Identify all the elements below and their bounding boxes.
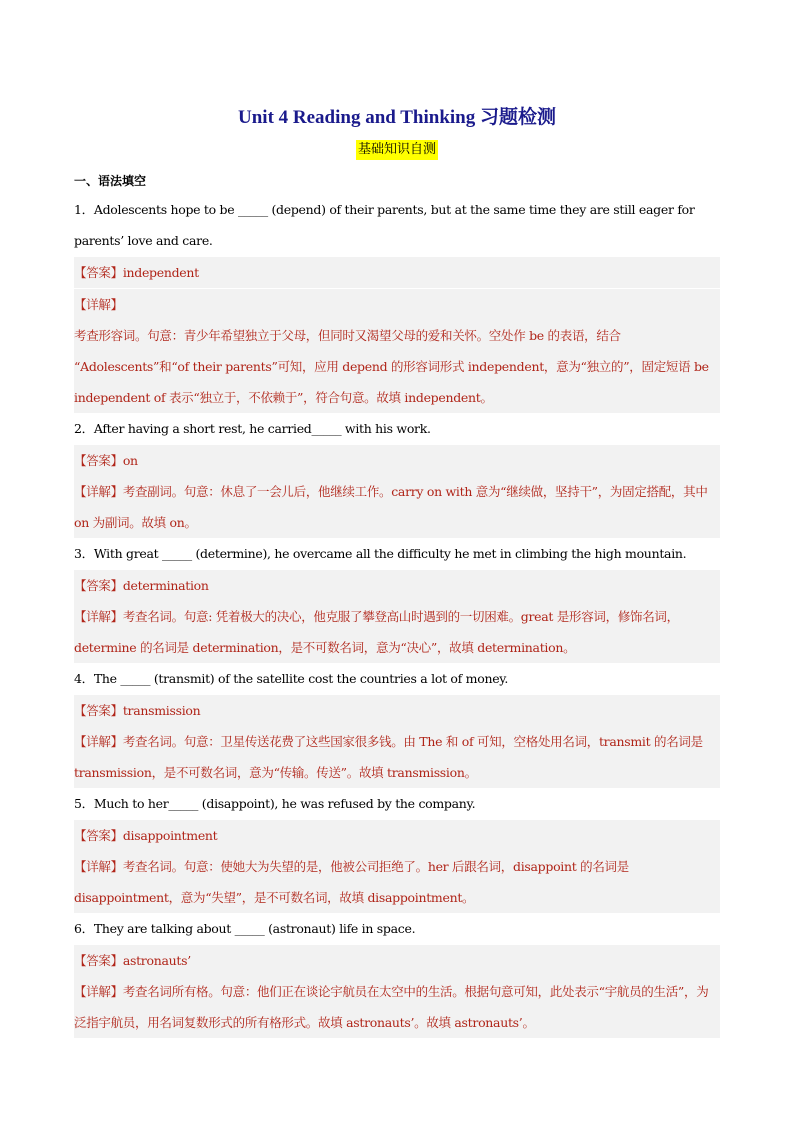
page-subtitle: 基础知识自测	[356, 140, 438, 160]
detail-6	[74, 976, 720, 1038]
answer-block-4	[74, 695, 720, 788]
question-3: 3．With great _____ (determine), he overcame all the difficulty he met in climbing the high mountain.	[74, 546, 687, 561]
answer-block-5	[74, 820, 720, 913]
answer-5	[74, 820, 720, 851]
detail-tag: 【详解】	[74, 734, 123, 749]
answer-text: determination	[122, 578, 209, 593]
detail-tag: 【详解】	[74, 484, 123, 499]
answer-1	[74, 257, 720, 288]
answer-text: astronauts’	[122, 953, 191, 968]
detail-tag: 【详解】	[74, 297, 123, 312]
answer-tag: 【答案】	[74, 578, 123, 593]
detail-block-1	[74, 289, 720, 413]
answer-tag: 【答案】	[74, 703, 123, 718]
answer-6	[74, 945, 720, 976]
detail-text: 考查名词所有格。句意：他们正在谈论宇航员在太空中的生活。根据句意可知，此处表示“宇航员的生活”，为泛指宇航员，用名词复数形式的所有格形式。故填 astronauts’。故填 astronauts’。	[74, 984, 709, 1030]
answer-block-1	[74, 257, 720, 288]
answer-block-3	[74, 570, 720, 663]
answer-text: on	[122, 453, 138, 468]
detail-tag: 【详解】	[74, 859, 123, 874]
page-title: Unit 4 Reading and Thinking 习题检测	[238, 107, 556, 128]
detail-text: 考查名词。句意: 凭着极大的决心，他克服了攀登高山时遇到的一切困难。great 是形容词，修饰名词，determine 的名词是 determination，是不可数名词，意为“决心”，故填 determination。	[74, 609, 679, 655]
answer-block-2	[74, 445, 720, 538]
answer-4	[74, 695, 720, 726]
detail-text: 考查副词。句意：休息了一会儿后，他继续工作。carry on with 意为“继续做，坚持干”，为固定搭配，其中 on 为副词。故填 on。	[74, 484, 708, 530]
detail-3	[74, 601, 720, 663]
detail-5	[74, 851, 720, 913]
question-6: 6．They are talking about _____ (astronaut) life in space.	[74, 921, 416, 936]
answer-text: transmission	[122, 703, 201, 718]
detail-2	[74, 476, 720, 538]
detail-4	[74, 726, 720, 788]
detail-text: 考查名词。句意：卫星传送花费了这些国家很多钱。由 The 和 of 可知，空格处用名词，transmit 的名词是 transmission，是不可数名词，意为“传输。传送”。故填 transmission。	[74, 734, 703, 780]
answer-block-6	[74, 945, 720, 1038]
detail-tag-line	[74, 289, 720, 320]
section-heading: 一、语法填空	[74, 174, 147, 188]
document-page	[74, 104, 720, 1038]
question-2: 2．After having a short rest, he carried_____ with his work.	[74, 421, 431, 436]
detail-text: 考查名词。句意：使她大为失望的是，他被公司拒绝了。her 后跟名词，disappoint 的名词是 disappointment，意为“失望”，是不可数名词，故填 disappointment。	[74, 859, 629, 905]
answer-text: disappointment	[122, 828, 218, 843]
answer-tag: 【答案】	[74, 265, 123, 280]
answer-tag: 【答案】	[74, 453, 123, 468]
answer-tag: 【答案】	[74, 828, 123, 843]
answer-text: independent	[122, 265, 199, 280]
detail-tag: 【详解】	[74, 609, 123, 624]
subtitle-wrap	[74, 136, 720, 160]
detail-tag: 【详解】	[74, 984, 123, 999]
answer-2	[74, 445, 720, 476]
question-4: 4．The _____ (transmit) of the satellite cost the countries a lot of money.	[74, 671, 509, 686]
detail-1: 考查形容词。句意：青少年希望独立于父母，但同时又渴望父母的爱和关怀。空处作 be 的表语，结合 “Adolescents”和“of their parents”可知，应用 depend 的形容词形式 independent，意为“独立的”，固定短语 be independent of 表示“独立于，不依赖于”，符合句意。故填 independent。	[74, 328, 709, 405]
question-5: 5．Much to her_____ (disappoint), he was refused by the company.	[74, 796, 476, 811]
question-1: 1．Adolescents hope to be _____ (depend) of their parents, but at the same time they are still eager for parents’ love and care.	[74, 202, 695, 248]
answer-3	[74, 570, 720, 601]
answer-tag: 【答案】	[74, 953, 123, 968]
